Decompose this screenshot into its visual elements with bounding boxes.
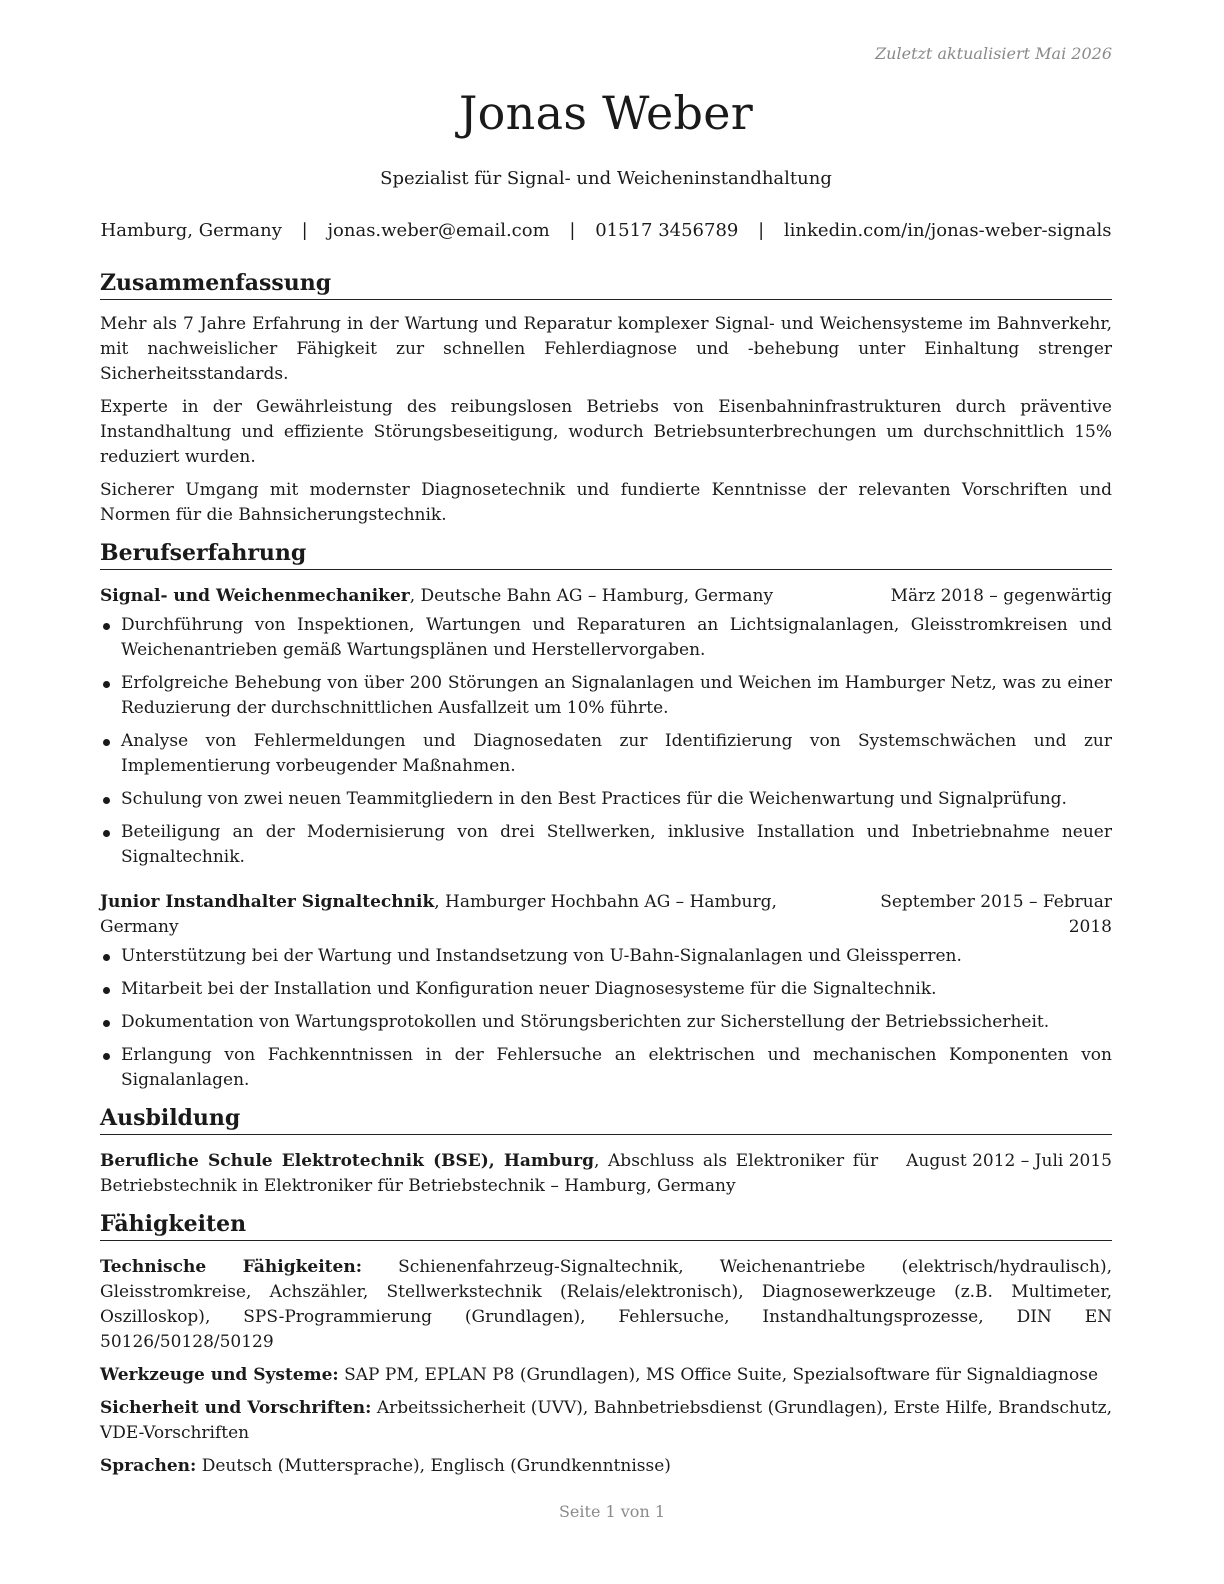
job-bullet: Unterstützung bei der Wartung und Instandsetzung von U-Bahn-Signalanlagen und Gleissperren.: [100, 944, 1112, 969]
section-title-education: Ausbildung: [100, 1103, 1112, 1135]
contact-separator: |: [569, 220, 576, 241]
education-section: [100, 1103, 1112, 1199]
summary-paragraph: Sicherer Umgang mit modernster Diagnosetechnik und fundierte Kenntnisse der relevanten Vorschriften und Normen für die Bahnsicherungstechnik.: [100, 480, 1112, 525]
job-bullet: Erlangung von Fachkenntnissen in der Fehlersuche an elektrischen und mechanischen Komponenten von Signalanlagen.: [100, 1043, 1112, 1093]
summary-paragraph: Mehr als 7 Jahre Erfahrung in der Wartung und Reparatur komplexer Signal- und Weichensysteme im Bahnverkehr, mit nachweislicher Fähigkeit zur schnellen Fehlerdiagnose und -behebung unter Einhaltung strenger Sicherheitsstandards.: [100, 314, 1112, 384]
skill-label: Sicherheit und Vorschriften:: [100, 1398, 372, 1418]
resume-content: [100, 268, 1112, 1487]
job-bullet: Durchführung von Inspektionen, Wartungen und Reparaturen an Lichtsignalanlagen, Gleisstromkreisen und Weichenantrieben gemäß Wartungsplänen und Herstellervorgaben.: [100, 613, 1112, 663]
section-title-summary: Zusammenfassung: [100, 268, 1112, 300]
education-school: Berufliche Schule Elektrotechnik (BSE), Hamburg: [100, 1151, 594, 1171]
job-title-line: [100, 890, 844, 940]
job-company: , Hamburger Hochbahn AG – Hamburg, Germany: [100, 892, 777, 937]
contact-phone[interactable]: 01517 3456789: [595, 220, 739, 241]
job-title-line: [100, 584, 863, 609]
contact-separator: |: [301, 220, 308, 241]
job-bullet: Beteiligung an der Modernisierung von drei Stellwerken, inklusive Installation und Inbetriebnahme neuer Signaltechnik.: [100, 820, 1112, 870]
contact-location: Hamburg, Germany: [100, 220, 282, 241]
job-header: [100, 890, 1112, 940]
job-dates: September 2015 – Februar 2018: [880, 892, 1112, 937]
section-title-skills: Fähigkeiten: [100, 1209, 1112, 1241]
job-header: [100, 584, 1112, 609]
job-bullet: Mitarbeit bei der Installation und Konfiguration neuer Diagnosesysteme für die Signaltechnik.: [100, 977, 1112, 1002]
skill-line: [100, 1255, 1112, 1355]
summary-section: [100, 268, 1112, 528]
job-company: , Deutsche Bahn AG – Hamburg, Germany: [409, 586, 774, 606]
skill-text: Schienenfahrzeug-Signaltechnik, Weichenantriebe (elektrisch/hydraulisch), Gleisstromkreise, Achszähler, Stellwerkstechnik (Relais/elektronisch), Diagnosewerkzeuge (z.B. Multimeter, Oszilloskop), SPS-Programmierung (Grundlagen), Fehlersuche, Instandhaltungsprozesse, DIN EN 50126/50128/50129: [100, 1257, 1113, 1352]
candidate-name: Jonas Weber: [458, 86, 754, 140]
skill-text: Arbeitssicherheit (UVV), Bahnbetriebsdienst (Grundlagen), Erste Hilfe, Brandschutz, VDE-Vorschriften: [100, 1398, 1113, 1443]
job-bullet: Schulung von zwei neuen Teammitgliedern in den Best Practices für die Weichenwartung und Signalprüfung.: [100, 787, 1112, 812]
skill-line: [100, 1396, 1112, 1446]
contact-separator: |: [758, 220, 765, 241]
contact-linkedin[interactable]: linkedin.com/in/jonas-weber-signals: [783, 220, 1112, 241]
last-updated-note: Zuletzt aktualisiert Mai 2026: [875, 44, 1112, 63]
education-detail: , Abschluss als Elektroniker für Betriebstechnik in Elektroniker für Betriebstechnik – Hamburg, Germany: [100, 1151, 879, 1196]
skill-label: Werkzeuge und Systeme:: [100, 1365, 339, 1385]
job-bullet-list: [100, 944, 1112, 1093]
skill-line: [100, 1454, 1112, 1479]
skill-line: [100, 1363, 1112, 1388]
job-bullet: Analyse von Fehlermeldungen und Diagnosedaten zur Identifizierung von Systemschwächen und zur Implementierung vorbeugender Maßnahmen.: [100, 729, 1112, 779]
job-dates: März 2018 – gegenwärtig: [890, 586, 1112, 606]
summary-paragraph: Experte in der Gewährleistung des reibungslosen Betriebs von Eisenbahninfrastrukturen durch präventive Instandhaltung und effiziente Störungsbeseitigung, wodurch Betriebsunterbrechungen um durchschnittlich 15% reduziert wurden.: [100, 397, 1112, 467]
education-dates: August 2012 – Juli 2015: [906, 1151, 1112, 1171]
job-title: Spezialist für Signal- und Weicheninstandhaltung: [380, 168, 832, 189]
job-bullet-list: [100, 613, 1112, 870]
job-role: Signal- und Weichenmechaniker: [100, 586, 410, 606]
contact-line: [100, 220, 1112, 241]
job-bullet: Dokumentation von Wartungsprotokollen und Störungsberichten zur Sicherstellung der Betriebssicherheit.: [100, 1010, 1112, 1035]
page-number: Seite 1 von 1: [558, 1502, 666, 1521]
skill-text: SAP PM, EPLAN P8 (Grundlagen), MS Office Suite, Spezialsoftware für Signaldiagnose: [338, 1365, 1099, 1385]
section-title-experience: Berufserfahrung: [100, 538, 1112, 570]
job-role: Junior Instandhalter Signaltechnik: [100, 892, 435, 912]
education-entry: [100, 1149, 1112, 1199]
contact-email[interactable]: jonas.weber@email.com: [327, 220, 550, 241]
skills-section: [100, 1209, 1112, 1479]
education-line: [100, 1149, 878, 1199]
skill-text: Deutsch (Muttersprache), Englisch (Grundkenntnisse): [196, 1456, 671, 1476]
job-bullet: Erfolgreiche Behebung von über 200 Störungen an Signalanlagen und Weichen im Hamburger Netz, was zu einer Reduzierung der durchschnittlichen Ausfallzeit um 10% führte.: [100, 671, 1112, 721]
experience-section: [100, 538, 1112, 1093]
skill-label: Sprachen:: [100, 1456, 197, 1476]
skill-label: Technische Fähigkeiten:: [100, 1257, 362, 1277]
